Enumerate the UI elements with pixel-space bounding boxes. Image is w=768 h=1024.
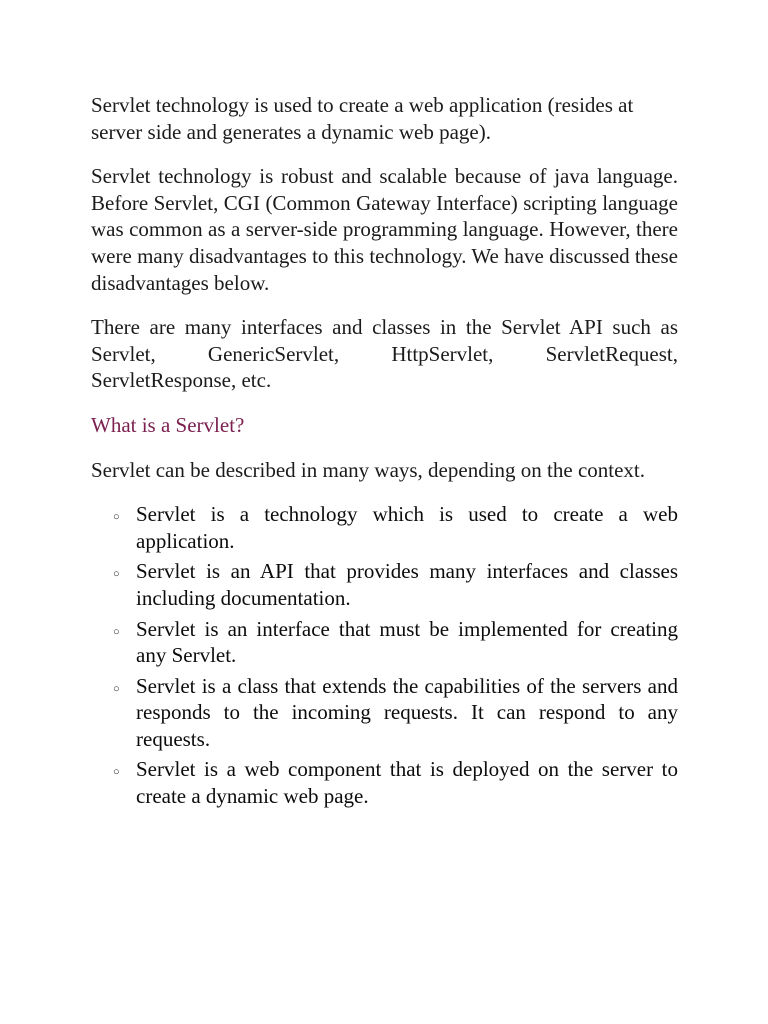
section-intro: Servlet can be described in many ways, depending on the context. (91, 457, 645, 482)
circle-bullet-icon: ○ (113, 682, 120, 695)
document-page (91, 92, 678, 814)
list-item (113, 558, 678, 611)
circle-bullet-icon: ○ (113, 625, 120, 638)
list-item-text: Servlet is an interface that must be implemented for creating any Servlet. (136, 616, 678, 668)
section-heading: What is a Servlet? (91, 412, 245, 437)
list-item-text: Servlet is an API that provides many interfaces and classes including documentation. (136, 559, 678, 610)
circle-bullet-icon: ○ (113, 511, 120, 524)
paragraph-robust: Servlet technology is robust and scalable because of java language. Before Servlet, CGI (Common Gateway Interface) scripting language was common as a server-side programming language. However, there were many disadvantages to this technology. We have discussed these disadvantages below. (91, 164, 678, 295)
list-item (113, 756, 678, 809)
list-item (113, 501, 678, 554)
bullet-list (91, 501, 678, 810)
list-item-text: Servlet is a class that extends the capabilities of the servers and responds to the incoming requests. It can respond to any requests. (136, 673, 678, 751)
circle-bullet-icon: ○ (113, 568, 120, 581)
circle-bullet-icon: ○ (113, 766, 120, 779)
list-item (113, 673, 678, 753)
paragraph-intro: Servlet technology is used to create a web application (resides at server side and generates a dynamic web page). (91, 93, 634, 144)
list-item-text: Servlet is a technology which is used to create a web application. (136, 502, 678, 553)
list-item (113, 616, 678, 669)
list-item-text: Servlet is a web component that is deployed on the server to create a dynamic web page. (136, 757, 678, 809)
paragraph-api: There are many interfaces and classes in the Servlet API such as Servlet, GenericServlet, HttpServlet, ServletRequest, ServletResponse, etc. (91, 315, 678, 393)
